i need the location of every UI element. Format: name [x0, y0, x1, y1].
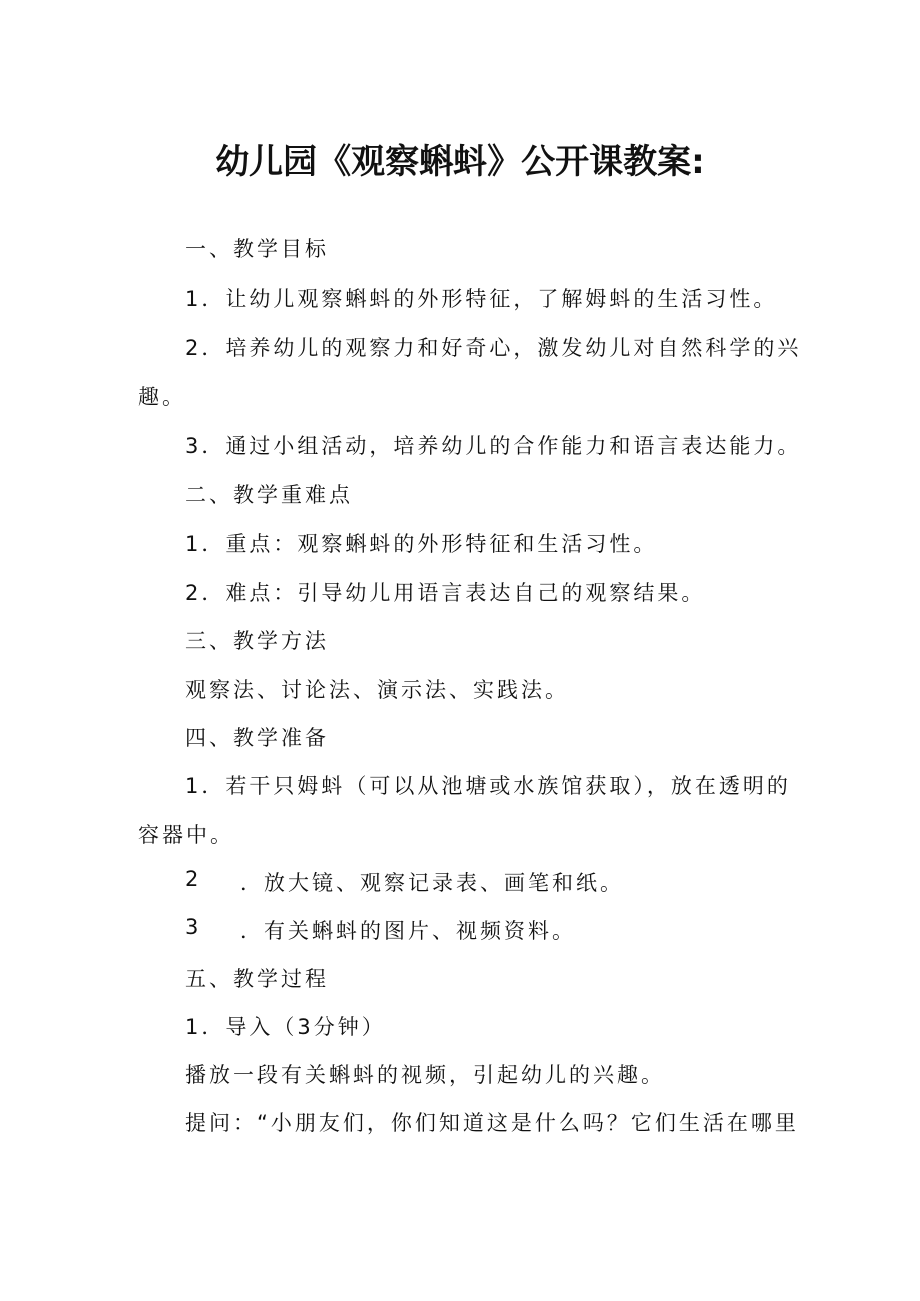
objective-2: 2．培养幼儿的观察力和好奇心，激发幼儿对自然科学的兴: [185, 336, 802, 360]
heading-process: 五、教学过程: [185, 967, 329, 991]
process-step-1-text: 播放一段有关蝌蚪的视频，引起幼儿的兴趣。: [185, 1063, 665, 1087]
heading-key-points: 二、教学重难点: [185, 483, 353, 507]
preparation-2-number: 2: [185, 867, 202, 891]
key-point-1: 1．重点：观察蝌蚪的外形特征和生活习性。: [185, 532, 658, 556]
objective-3: 3．通过小组活动，培养幼儿的合作能力和语言表达能力。: [185, 434, 802, 458]
process-step-1: 1．导入（3分钟）: [185, 1015, 386, 1039]
methods-text: 观察法、讨论法、演示法、实践法。: [185, 678, 569, 702]
heading-objectives: 一、教学目标: [185, 237, 329, 261]
preparation-2-text: ．放大镜、观察记录表、画笔和纸。: [240, 871, 624, 895]
preparation-3-number: 3: [185, 915, 202, 939]
heading-preparation: 四、教学准备: [185, 726, 329, 750]
preparation-1-continued: 容器中。: [138, 823, 234, 847]
process-step-1-question: 提问：“小朋友们，你们知道这是什么吗？它们生活在哪里: [185, 1111, 799, 1135]
objective-2-continued: 趣。: [138, 385, 186, 409]
preparation-3-text: ．有关蝌蚪的图片、视频资料。: [240, 919, 576, 943]
objective-1: 1．让幼儿观察蝌蚪的外形特征，了解姆蚪的生活习性。: [185, 287, 778, 311]
preparation-1: 1．若干只姆蚪（可以从池塘或水族馆获取），放在透明的: [185, 774, 791, 798]
key-point-2: 2．难点：引导幼儿用语言表达自己的观察结果。: [185, 581, 706, 605]
document-title: 幼儿园《观察蝌蚪》公开课教案:: [215, 142, 705, 182]
heading-methods: 三、教学方法: [185, 629, 329, 653]
